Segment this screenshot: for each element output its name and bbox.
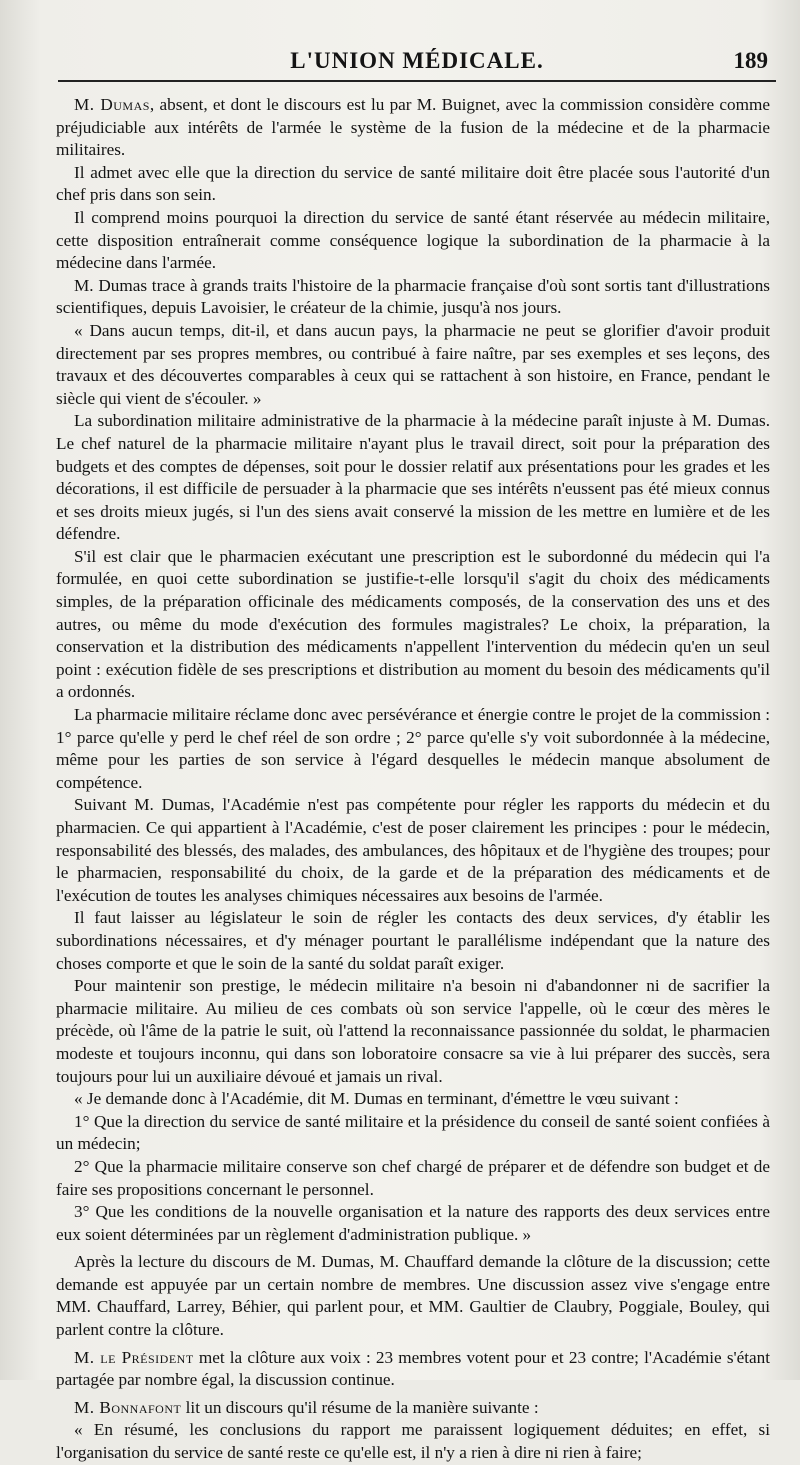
paragraph xyxy=(56,94,770,162)
header-rule xyxy=(58,80,776,82)
paragraph-text: Il comprend moins pourquoi la direction du service de santé étant réservée au médecin militaire, cette disposition entraînerait comme conséquence logique la subordination de la pharmacie à la médecine dans l'armée. xyxy=(56,207,770,273)
paragraph xyxy=(56,1156,770,1201)
paragraph xyxy=(56,794,770,907)
paragraph xyxy=(56,1347,770,1392)
paragraph-text: , absent, et dont le discours est lu par M. Buignet, avec la commission considère comme préjudiciable aux intérêts de l'armée le système de la fusion de la médecine et de la pharmacie militaires. xyxy=(56,95,770,160)
paragraph xyxy=(56,907,770,975)
paragraph-text: « Dans aucun temps, dit-il, et dans aucun pays, la pharmacie ne peut se glorifier d'avoir produit directement par ses propres membres, ou contribué à faire naître, par ses exemples et ses leçons, des travaux et des découvertes comparables à ceux qui se rattachent à son histoire, en France, pendant le siècle qui vient de s'écouler. » xyxy=(56,320,770,408)
paragraph-text: M. Dumas trace à grands traits l'histoire de la pharmacie française d'où sont sortis tant d'illustrations scientifiques, depuis Lavoisier, le créateur de la chimie, jusqu'à nos jours. xyxy=(56,275,770,318)
paragraph-text: « En résumé, les conclusions du rapport me paraissent logiquement déduites; en effet, si l'organisation du service de santé reste ce qu'elle est, il n'y a rien à dire ni rien à faire; xyxy=(56,1420,770,1463)
paragraph xyxy=(56,1201,770,1246)
page-number: 189 xyxy=(733,48,768,73)
paragraph xyxy=(56,275,770,320)
paragraph-text: 2° Que la pharmacie militaire conserve son chef chargé de préparer et de défendre son budget et de faire ses propositions concernant le personnel. xyxy=(56,1156,770,1199)
paragraph xyxy=(56,207,770,275)
running-head: L'UNION MÉDICALE. xyxy=(290,48,544,73)
paragraph-text: Il faut laisser au législateur le soin de régler les contacts des deux services, d'y établir les subordinations nécessaires, et d'y ménager pourtant le parallélisme indépendant que la nature des choses comporte et que le soin de la santé du soldat paraît exiger. xyxy=(56,908,770,973)
paragraph-text: La subordination militaire administrative de la pharmacie à la médecine paraît injuste à M. Dumas. Le chef naturel de la pharmacie militaire n'ayant plus le travail direct, soit pour la préparation des budgets et des comptes de dépenses, soit pour le dossier relatif aux présentations pour les grades et les décorations, il est difficile de persuader à la pharmacie que ses intérêts n'eussent pas été mieux connus et ses droits mieux jugés, si l'un des siens avait conservé la mission de les mettre en lumière et de les défendre. xyxy=(56,411,770,544)
paragraph xyxy=(56,320,770,410)
paragraph xyxy=(56,1419,770,1464)
paragraph-text: La pharmacie militaire réclame donc avec persévérance et énergie contre le projet de la commission : 1° parce qu'elle y perd le chef réel de son ordre ; 2° parce qu'elle s'y voit subordonnée à la médecine, même pour les parties de son service à l'égard desquelles le médecin manque absolument de compétence. xyxy=(56,705,770,792)
article-body xyxy=(56,94,770,1465)
paragraph xyxy=(56,1397,770,1420)
paragraph xyxy=(56,704,770,794)
paragraph xyxy=(56,546,770,704)
paragraph xyxy=(56,975,770,1088)
paragraph xyxy=(56,1251,770,1341)
paragraph-text: met la clôture aux voix : 23 membres votent pour et 23 contre; l'Académie s'étant partagée par nombre égal, la discussion continue. xyxy=(56,1347,771,1390)
paragraph-text: Suivant M. Dumas, l'Académie n'est pas compétente pour régler les rapports du médecin et du pharmacien. Ce qui appartient à l'Académie, c'est de poser clairement les principes : pour le médecin, responsabilité des blessés, des malades, des ambulances, des hôpitaux et de l'hygiène des troupes; pour le pharmacien, responsabilité du choix, de la garde et de la préparation des médicaments et de l'exécution de toutes les analyses chimiques nécessaires aux besoins de l'armée. xyxy=(56,795,770,905)
paragraph-text: Pour maintenir son prestige, le médecin militaire n'a besoin ni d'abandonner ni de sacrifier la pharmacie militaire. Au milieu de ces combats où son service l'appelle, où le cœur des mères le précède, où l'âme de la patrie le suit, où l'attend la reconnaissance passionnée du soldat, le pharmacien modeste et toujours inconnu, qui dans son loboratoire consacre sa vie à lui préparer des succès, sera toujours pour lui un auxiliaire dévoué et jamais un rival. xyxy=(56,976,770,1086)
paragraph-text: « Je demande donc à l'Académie, dit M. Dumas en terminant, d'émettre le vœu suivant : xyxy=(74,1089,679,1109)
paragraph-text: 3° Que les conditions de la nouvelle organisation et la nature des rapports des deux services entre eux soient déterminées par un règlement d'administration publique. » xyxy=(56,1202,770,1244)
speaker-name: M. le Président xyxy=(74,1347,194,1367)
paragraph xyxy=(56,1088,770,1111)
paragraph-text: S'il est clair que le pharmacien exécutant une prescription est le subordonné du médecin qui l'a formulée, en quoi cette subordination se justifie-t-elle lorsqu'il s'agit du choix des médicaments simples, de la préparation officinale des médicaments composés, de la conservation des uns et des autres, ou même du mode d'exécution des formules magistrales? Le choix, la préparation, la conservation et la distribution des médicaments n'appellent l'intervention du médecin qu'en un seul point : exécution fidèle de ses prescriptions et distribution au moment du besoin des médicaments qu'il a ordonnés. xyxy=(56,546,770,702)
speaker-name: M. Bonnafont xyxy=(74,1397,182,1417)
speaker-name: M. Dumas xyxy=(74,95,150,114)
paragraph-text: 1° Que la direction du service de santé militaire et la présidence du conseil de santé soient confiées à un médecin; xyxy=(56,1111,770,1154)
paragraph xyxy=(56,162,770,207)
paragraph xyxy=(56,410,770,546)
paragraph-text: Il admet avec elle que la direction du service de santé militaire doit être placée sous l'autorité d'un chef pris dans son sein. xyxy=(56,162,770,205)
paragraph-text: Après la lecture du discours de M. Dumas, M. Chauffard demande la clôture de la discussion; cette demande est appuyée par un certain nombre de membres. Une discussion assez vive s'engage entre MM. Chauffard, Larrey, Béhier, qui parlent pour, et MM. Gaultier de Claubry, Poggiale, Bouley, qui parlent contre la clôture. xyxy=(56,1252,770,1340)
paragraph-text: lit un discours qu'il résume de la manière suivante : xyxy=(181,1397,539,1417)
page-header xyxy=(58,40,776,76)
paragraph xyxy=(56,1111,770,1156)
